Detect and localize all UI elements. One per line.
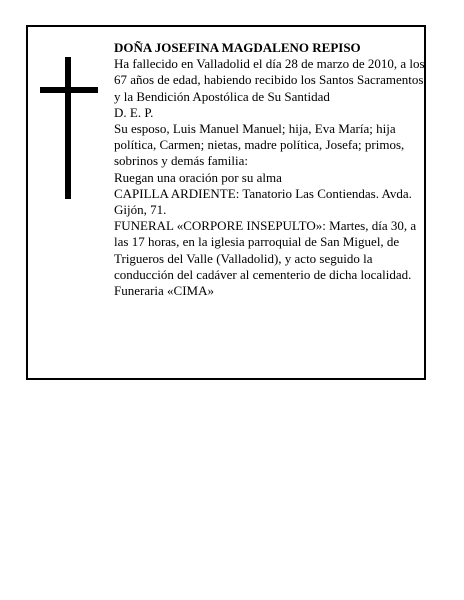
notice-body [114,40,426,299]
rip-line: D. E. P. [114,104,154,120]
funeral-home: Funeraria «CIMA» [114,283,215,299]
deceased-name: DOÑA JOSEFINA MAGDALENO REPISO [114,40,361,55]
obituary-notice [26,25,426,380]
cross-horizontal-bar [40,87,98,93]
family-list: Su esposo, Luis Manuel Manuel; hija, Eva María; hija política, Carmen; nietas, madre política, Josefa; primos, sobrinos y demás familia: [114,121,405,169]
funeral-chapel-info: CAPILLA ARDIENTE: Tanatorio Las Contiendas. Avda. Gijón, 71. [114,185,412,218]
prayer-request: Ruegan una oración por su alma [114,169,282,185]
cross-icon [40,57,98,199]
cross-vertical-bar [65,57,71,199]
death-announcement: Ha fallecido en Valladolid el día 28 de marzo de 2010, a los 67 años de edad, habiendo recibido los Santos Sacramentos y la Bendición Apostólica de Su Santidad [114,56,425,104]
funeral-service-info: FUNERAL «CORPORE INSEPULTO»: Martes, día 30, a las 17 horas, en la iglesia parroquial de San Miguel, de Trigueros del Valle (Valladolid), y acto seguido la conducción del cadáver al cementerio de dicha localidad. [114,218,417,282]
